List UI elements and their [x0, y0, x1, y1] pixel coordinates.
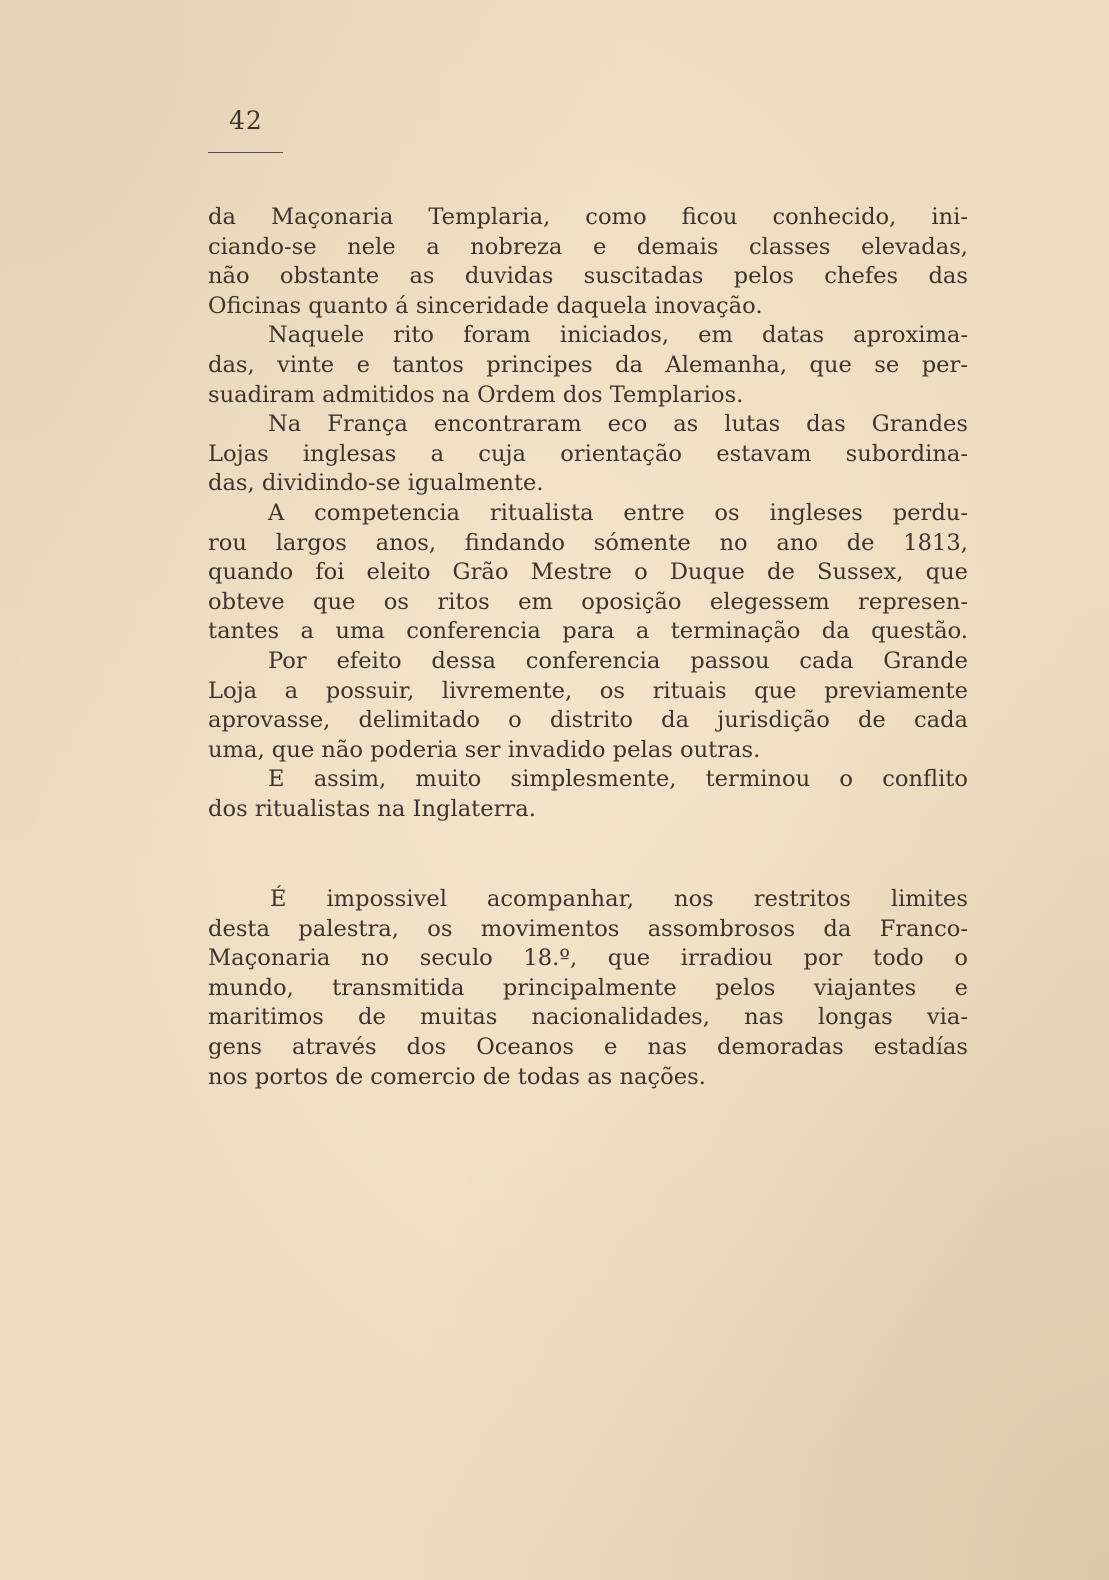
- text-block-freemasonry-rituals: [208, 203, 968, 824]
- text-line: Oficinas quanto á sinceridade daquela inovação.: [208, 292, 763, 319]
- text-line: dos ritualistas na Inglaterra.: [208, 795, 536, 822]
- text-line: Maçonaria no seculo 18.º, que irradiou por todo o: [208, 945, 968, 972]
- text-line: É impossivel acompanhar, nos restritos limites: [270, 886, 968, 912]
- text-line: tantes a uma conferencia para a terminação da questão.: [208, 618, 968, 645]
- text-line: mundo, transmitida principalmente pelos viajantes e: [208, 974, 968, 1001]
- text-line: Loja a possuir, livremente, os rituais que previamente: [208, 677, 968, 704]
- text-line: da Maçonaria Templaria, como ficou conhecido, ini-: [208, 204, 968, 230]
- text-line: uma, que não poderia ser invadido pelas outras.: [208, 736, 761, 763]
- text-line: suadiram admitidos na Ordem dos Templarios.: [208, 381, 744, 408]
- text-line: nos portos de comercio de todas as nações.: [208, 1063, 706, 1090]
- text-line: não obstante as duvidas suscitadas pelos chefes das: [208, 263, 968, 290]
- text-line: Lojas inglesas a cuja orientação estavam subordina-: [208, 440, 968, 467]
- text-line: maritimos de muitas nacionalidades, nas longas via-: [208, 1004, 968, 1031]
- text-line: Na França encontraram eco as lutas das Grandes: [268, 411, 968, 438]
- page-number: 42: [229, 106, 263, 135]
- text-line: das, vinte e tantos principes da Alemanha, que se per-: [208, 351, 968, 378]
- text-line: ciando-se nele a nobreza e demais classes elevadas,: [208, 233, 968, 260]
- text-line: A competencia ritualista entre os ingleses perdu-: [268, 499, 968, 526]
- page-number-rule: [208, 152, 283, 153]
- text-line: quando foi eleito Grão Mestre o Duque de Sussex, que: [208, 559, 968, 586]
- text-line: Por efeito dessa conferencia passou cada Grande: [268, 647, 968, 674]
- text-line: das, dividindo-se igualmente.: [208, 470, 544, 497]
- text-line: Naquele rito foram iniciados, em datas aproxima-: [268, 322, 968, 349]
- text-line: desta palestra, os movimentos assombrosos da Franco-: [208, 915, 968, 942]
- text-block-eighteenth-century: [208, 885, 968, 1092]
- text-line: gens através dos Oceanos e nas demoradas estadías: [208, 1033, 968, 1060]
- text-line: rou largos anos, findando sómente no ano de 1813,: [208, 529, 968, 556]
- text-line: aprovasse, delimitado o distrito da jurisdição de cada: [208, 707, 968, 734]
- text-line: E assim, muito simplesmente, terminou o conflito: [268, 766, 968, 793]
- text-line: obteve que os ritos em oposição elegessem represen-: [208, 588, 968, 615]
